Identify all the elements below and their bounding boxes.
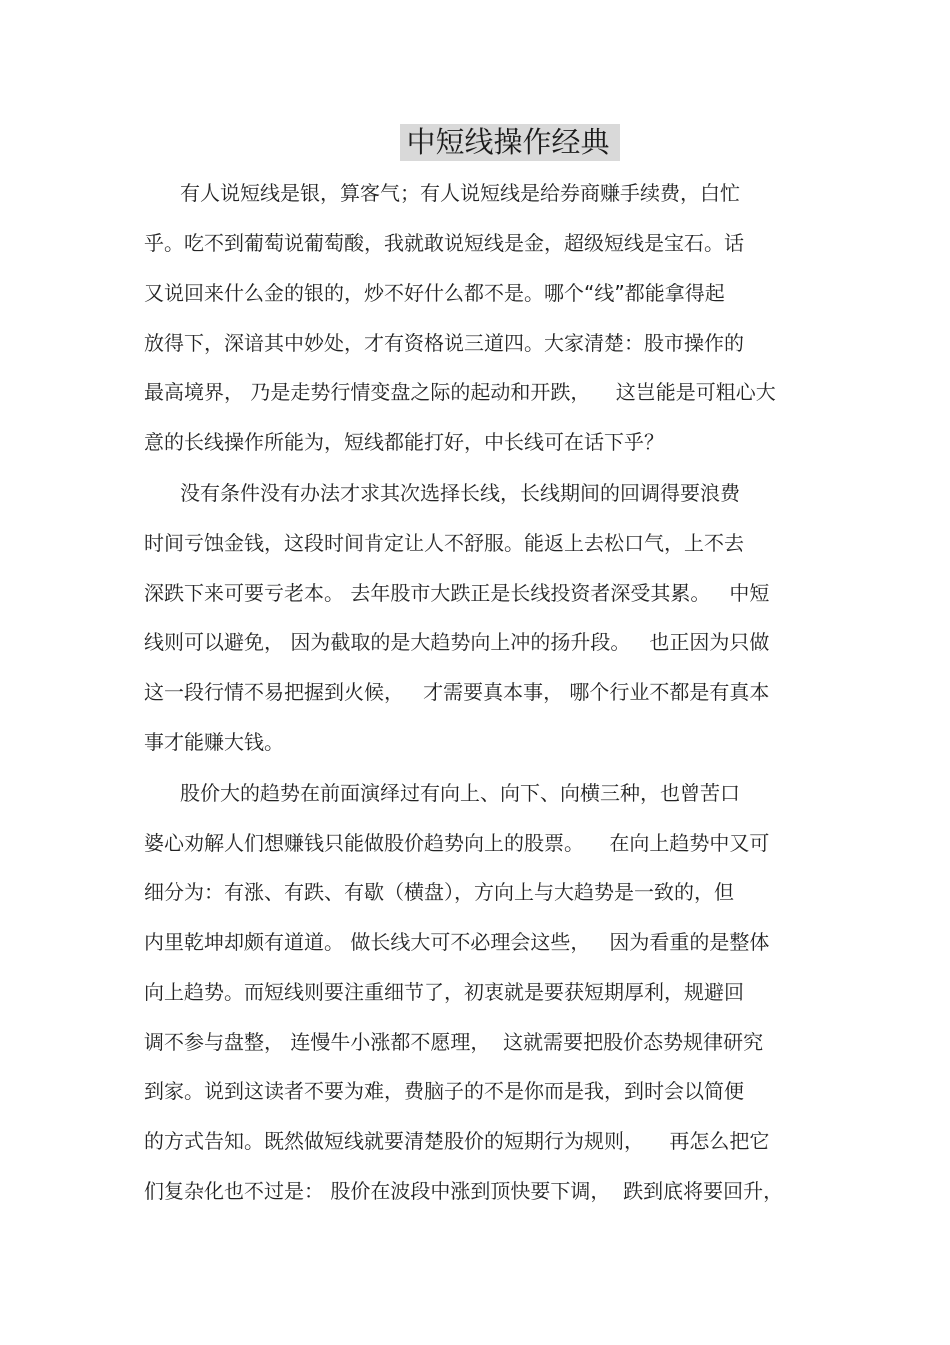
paragraph-3-line-1: 股价大的趋势在前面演绎过有向上、向下、向横三种，也曾苦口 [180,781,740,805]
paragraph-1-line-6: 意的长线操作所能为，短线都能打好，中长线可在话下乎？ [144,430,664,454]
paragraph-2-line-1: 没有条件没有办法才求其次选择长线，长线期间的回调得要浪费 [180,481,740,505]
paragraph-2-line-3: 深跌下来可要亏老本。 去年股市大跌正是长线投资者深受其累。 中短 [144,581,770,605]
paragraph-3-line-6: 调不参与盘整， 连慢牛小涨都不愿理， 这就需要把股价态势规律研究 [144,1030,764,1054]
paragraph-3-line-5: 向上趋势。而短线则要注重细节了，初衷就是要获短期厚利，规避回 [144,980,744,1004]
paragraph-1-line-5: 最高境界， 乃是走势行情变盘之际的起动和开跌， 这岂能是可粗心大 [144,380,776,404]
paragraph-3-line-9: 们复杂化也不过是： 股价在波段中涨到顶快要下调， 跌到底将要回升， [144,1179,784,1203]
paragraph-1-line-4: 放得下，深谙其中妙处，才有资格说三道四。大家清楚：股市操作的 [144,331,744,355]
paragraph-1-line-3: 又说回来什么金的银的，炒不好什么都不是。哪个“线”都能拿得起 [144,281,725,305]
paragraph-3-line-3: 细分为：有涨、有跌、有歇（横盘），方向上与大趋势是一致的，但 [144,880,734,904]
paragraph-3-line-4: 内里乾坤却颇有道道。 做长线大可不必理会这些， 因为看重的是整体 [144,930,770,954]
paragraph-1-line-2: 乎。吃不到葡萄说葡萄酸，我就敢说短线是金，超级短线是宝石。话 [144,231,744,255]
paragraph-3-line-8: 的方式告知。既然做短线就要清楚股价的短期行为规则， 再怎么把它 [144,1129,770,1153]
paragraph-2-line-5: 这一段行情不易把握到火候， 才需要真本事， 哪个行业不都是有真本 [144,680,770,704]
paragraph-3-line-7: 到家。说到这读者不要为难，费脑子的不是你而是我，到时会以简便 [144,1079,744,1103]
paragraph-2-line-6: 事才能赚大钱。 [144,730,284,754]
paragraph-2-line-2: 时间亏蚀金钱，这段时间肯定让人不舒服。能返上去松口气，上不去 [144,531,744,555]
paragraph-1-line-1: 有人说短线是银，算客气；有人说短线是给券商赚手续费，白忙 [180,181,740,205]
title-container [0,124,950,161]
document-title: 中短线操作经典 [400,124,619,161]
paragraph-3-line-2: 婆心劝解人们想赚钱只能做股价趋势向上的股票。 在向上趋势中又可 [144,831,770,855]
paragraph-2-line-4: 线则可以避免， 因为截取的是大趋势向上冲的扬升段。 也正因为只做 [144,630,770,654]
